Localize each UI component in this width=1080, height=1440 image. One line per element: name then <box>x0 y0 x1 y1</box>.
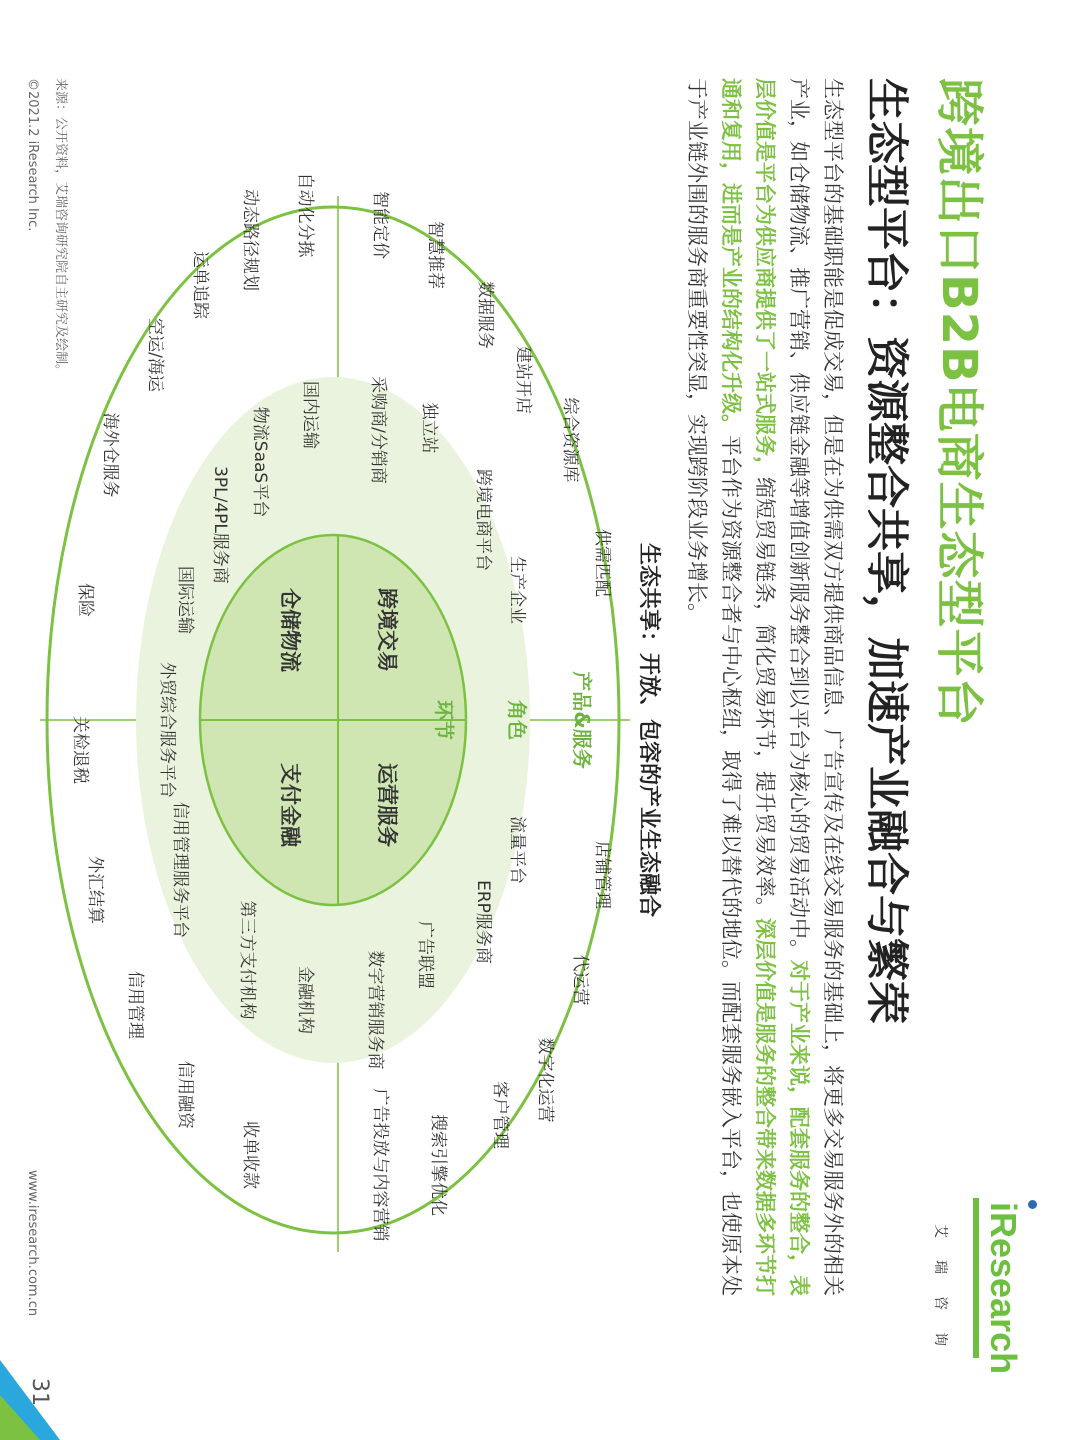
page-title: 跨境出口B2B电商生态型平台 <box>931 78 987 727</box>
shared-caption: 生态共享：开放、包容的产业生态融合 <box>636 542 661 917</box>
role-finance-inst: 金融机构 <box>295 966 315 1034</box>
svc-data: 数据服务 <box>475 281 495 349</box>
svc-waybill-tracking: 运单追踪 <box>190 251 210 319</box>
footer-copyright: ©2021.2 iResearch Inc. <box>25 78 40 232</box>
svc-digital-ops: 数字化运营 <box>535 1037 555 1123</box>
svc-smart-recommend: 智慧推荐 <box>425 221 445 289</box>
role-platform: 跨境电商平台 <box>473 469 493 571</box>
svc-store-mgmt: 店铺管理 <box>592 841 612 909</box>
quadrant-trade: 跨境交易 <box>375 588 399 672</box>
role-erp: ERP服务商 <box>473 880 493 964</box>
svc-credit-mgmt: 信用管理 <box>125 971 145 1039</box>
footer-source: 来源：公开资料，艾瑞咨询研究院自主研究及绘制。 <box>53 78 68 378</box>
svc-agency-ops: 代运营 <box>570 954 590 1006</box>
svc-fx-settlement: 外汇结算 <box>85 856 105 924</box>
svc-overseas-warehouse: 海外仓服务 <box>100 412 120 498</box>
svc-ads-content: 广告投放与内容营销 <box>370 1088 390 1242</box>
page-subtitle: 生态型平台：资源整合共享，加速产业融合与繁荣 <box>861 78 911 1024</box>
svc-acquiring: 收单收款 <box>240 1121 260 1189</box>
quadrant-finance: 支付金融 <box>278 763 302 847</box>
quadrant-logistics: 仓储物流 <box>278 588 302 672</box>
role-domestic-transport: 国内运输 <box>300 381 320 449</box>
role-digital-marketing: 数字营销服务商 <box>365 950 385 1070</box>
page-number: 31 <box>27 1378 52 1406</box>
body-part-4-highlight: 深层价值是服务的整合带来数据多环节打通和复用，进而是产业的结构化升级。 <box>719 78 777 1296</box>
svc-customer-mgmt: 客户管理 <box>490 1081 510 1149</box>
svc-smart-pricing: 智能定价 <box>370 191 390 259</box>
brand-chinese: 艾瑞咨询 <box>932 1224 948 1368</box>
svc-route-planning: 动态路径规划 <box>240 189 260 291</box>
role-intl-transport: 国际运输 <box>175 566 195 634</box>
svc-air-sea: 空运/海运 <box>145 318 165 392</box>
svc-insurance: 保险 <box>75 583 95 617</box>
body-part-5: 平台作为资源整合者与中心枢纽，取得了难以替代的地位。而配套服务嵌入平台，也使原本处于产业链外围的服务商重要性突显，实现跨阶段业务增长。 <box>685 78 743 1296</box>
role-ad-alliance: 广告联盟 <box>415 921 435 989</box>
role-indie-site: 独立站 <box>419 402 439 454</box>
role-traffic: 流量平台 <box>507 816 527 884</box>
ring-label-outer: 产品&服务 <box>570 671 594 769</box>
role-logistics-saas: 物流SaaS平台 <box>250 406 270 518</box>
quadrant-operations: 运营服务 <box>375 763 399 847</box>
brand-name: iResearch <box>983 1202 1024 1375</box>
svc-matching: 供需匹配 <box>592 529 612 597</box>
footer-url[interactable]: www.iresearch.com.cn <box>25 1170 40 1317</box>
body-part-2-highlight: 对于产业来说，配套服务的整合，表层价值是平台为供应商提供了一站式服务， <box>753 78 811 1296</box>
role-manufacturer: 生产企业 <box>507 556 527 624</box>
body-part-3: 缩短贸易链条，简化贸易环节，提升贸易效率。 <box>753 477 777 918</box>
svc-customs-tax: 关检退税 <box>70 716 90 784</box>
svc-resource-lib: 综合资源库 <box>560 397 580 483</box>
svc-auto-sorting: 自动化分拣 <box>295 172 315 258</box>
svc-seo: 搜索引擎优化 <box>428 1114 448 1216</box>
role-3pl: 3PL/4PL服务商 <box>210 466 230 584</box>
ring-label-inner: 环节 <box>432 700 456 740</box>
ring-label-middle: 角色 <box>505 700 529 740</box>
svc-credit-financing: 信用融资 <box>175 1061 195 1129</box>
svc-site-building: 建站开店 <box>513 346 533 414</box>
role-credit-platform: 信用管理服务平台 <box>170 802 190 938</box>
body-part-1: 生态型平台的基础职能是促成交易，但是在为供需双方提供商品信息、广告宣传及在线交易服务的基础上，将更多交易服务外的相关产业，如仓储物流、推广营销、供应链金融等增值创新服务整合到以平台为核心的贸易活动中。 <box>787 78 845 1296</box>
role-buyer: 采购商/分销商 <box>368 376 388 484</box>
role-third-party-pay: 第三方支付机构 <box>237 900 257 1020</box>
role-trade-service: 外贸综合服务平台 <box>157 662 177 798</box>
